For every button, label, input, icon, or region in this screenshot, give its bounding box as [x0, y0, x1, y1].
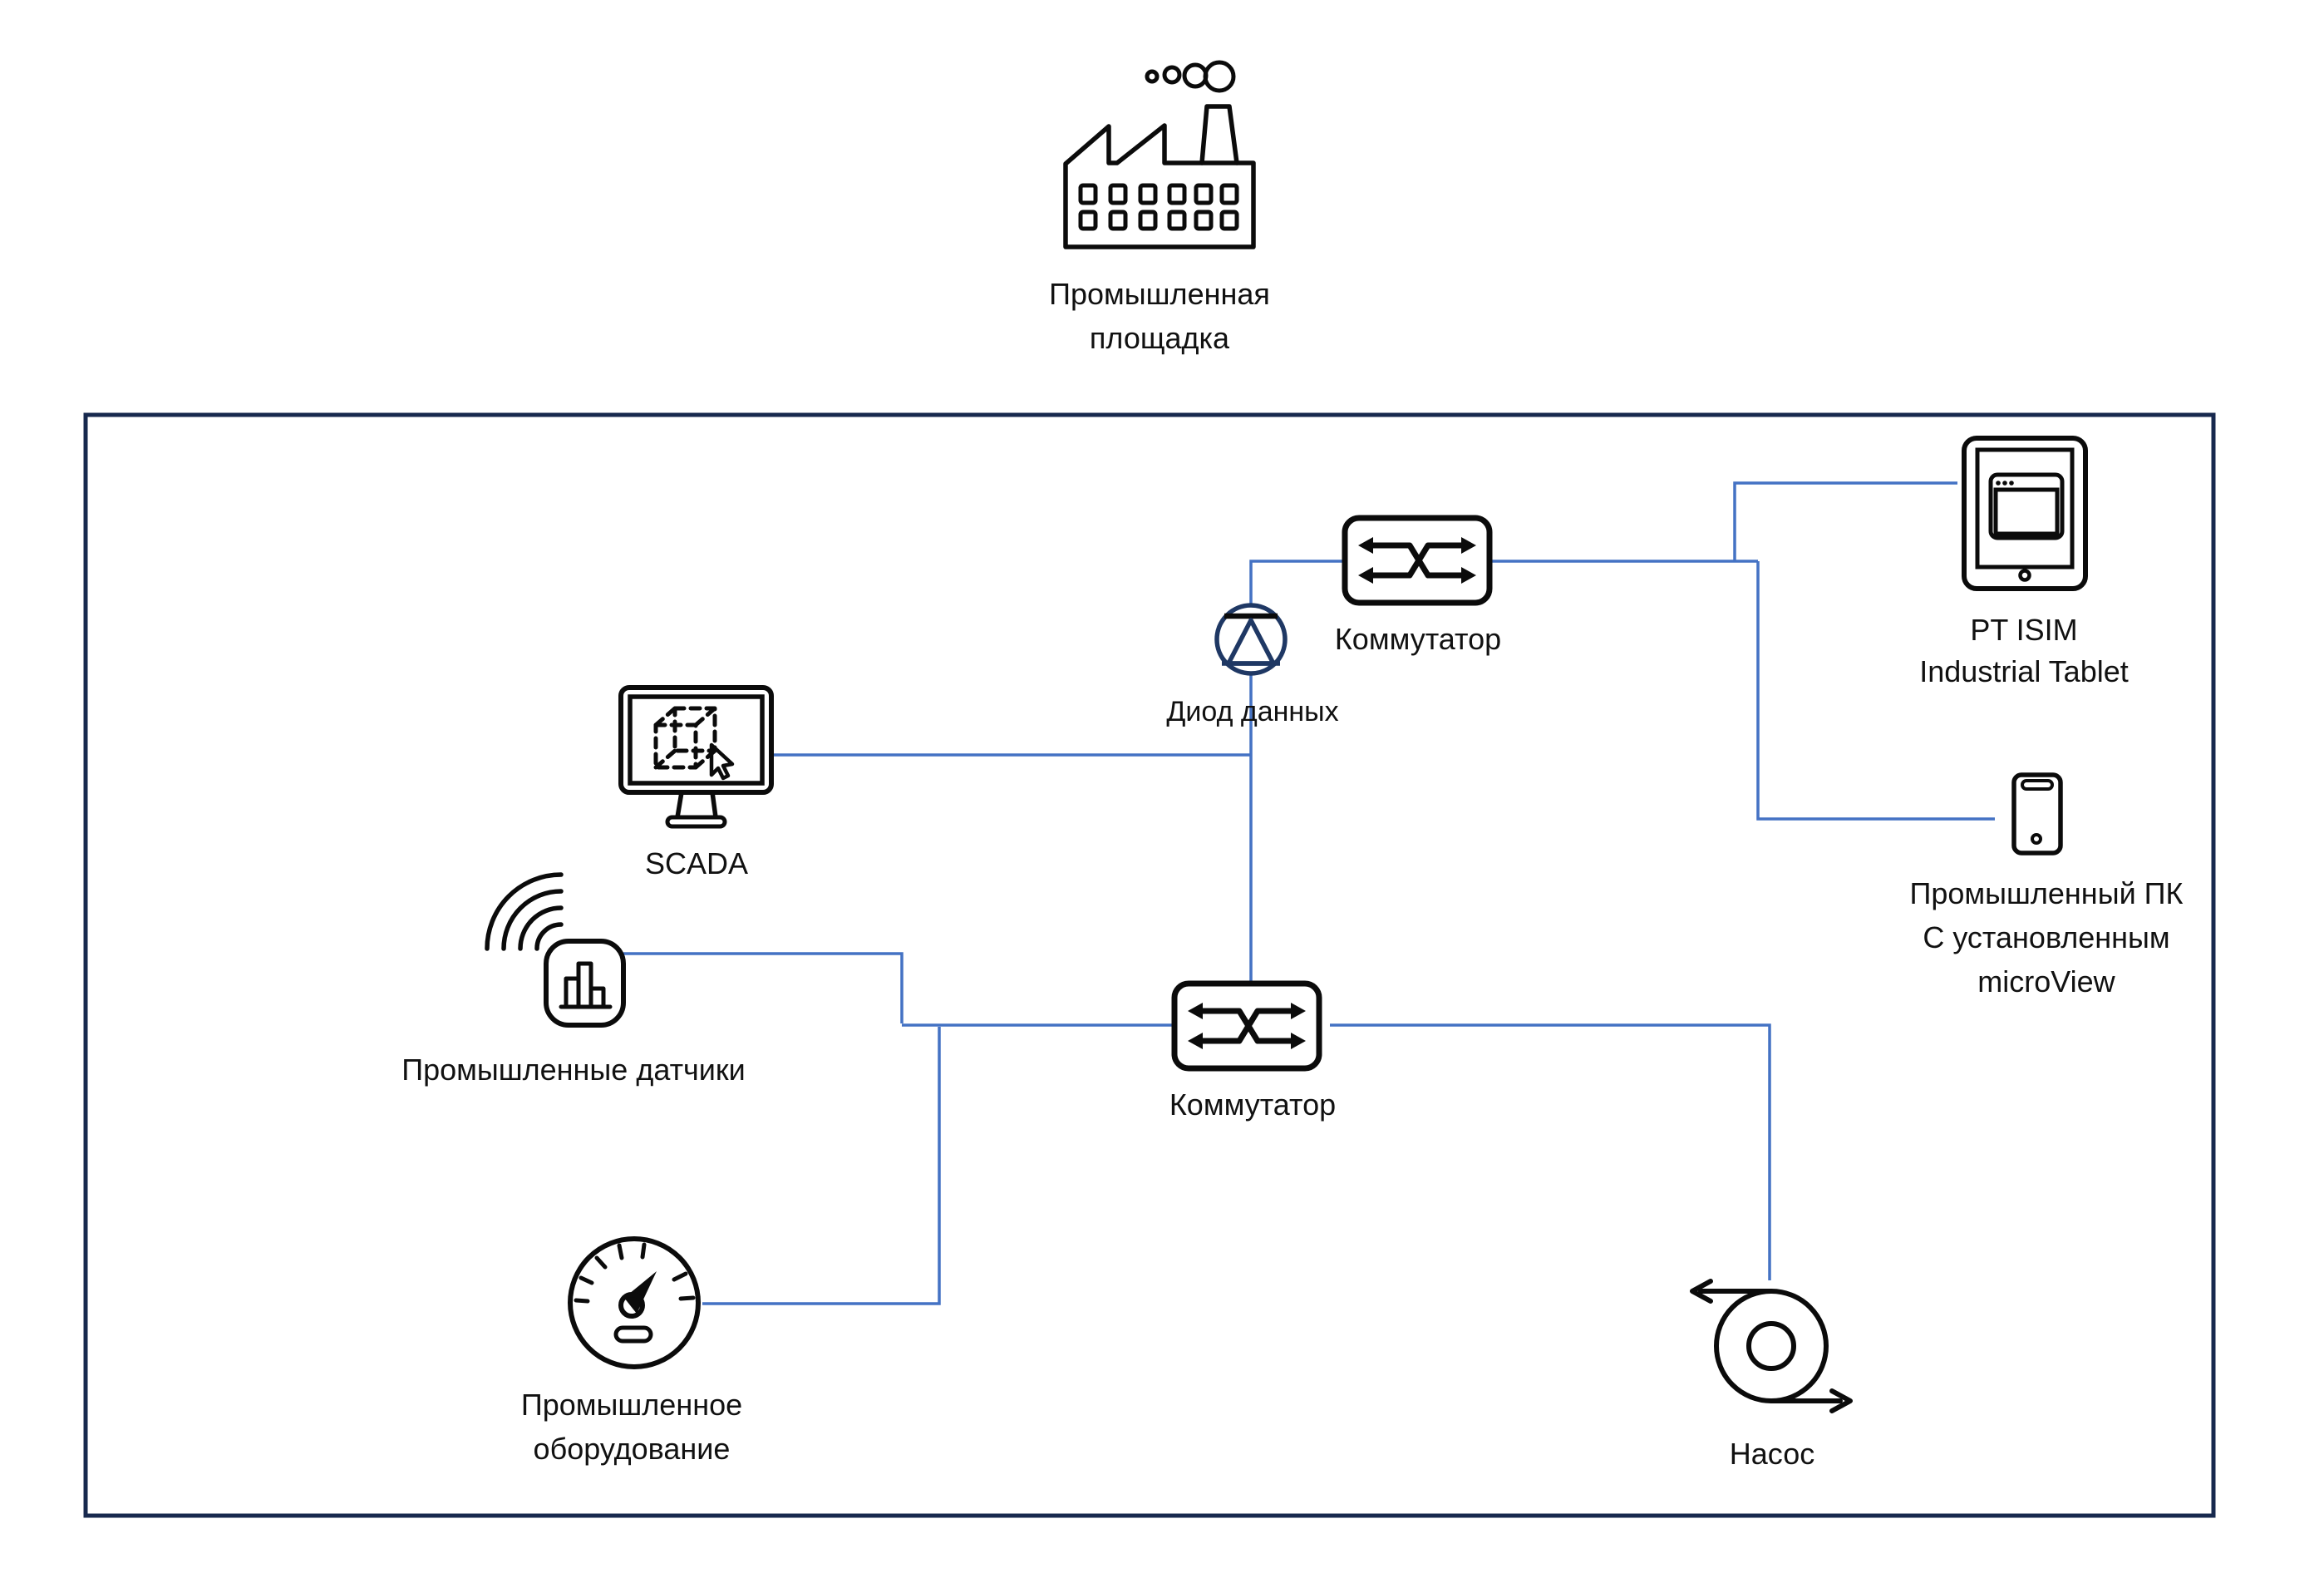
industrial-pc-label-line3: microView [1977, 964, 2115, 999]
link-main-switch-pump [1330, 1025, 1770, 1280]
data-diode-icon [1217, 605, 1285, 673]
equipment-label-line2: оборудование [533, 1432, 731, 1466]
tablet-label [1919, 609, 2129, 693]
link-sensors [623, 954, 902, 1023]
equipment-gauge-icon [570, 1239, 698, 1367]
equipment-label [521, 1383, 742, 1471]
pump-icon [1692, 1281, 1850, 1411]
industrial-pc-label-line2: С установленным [1923, 920, 2170, 954]
main-switch-icon [1174, 984, 1319, 1068]
wireless-waves-icon [487, 875, 561, 949]
industrial-pc-label-line1: Промышленный ПК [1909, 876, 2184, 910]
factory-label-line1: Промышленная [1049, 277, 1270, 311]
factory-label [1049, 272, 1270, 360]
data-diode-label: Диод данных [1166, 696, 1339, 727]
tablet-label-line2: Industrial Tablet [1919, 654, 2129, 688]
industrial-pc-label [1909, 871, 2183, 1004]
top-switch-icon [1345, 518, 1489, 603]
factory-label-line2: площадка [1089, 321, 1230, 355]
scada-label: SCADA [644, 846, 749, 880]
wireframe-cube-icon [656, 708, 715, 767]
link-to-tablet [1735, 483, 1957, 561]
pump-label: Насос [1729, 1437, 1815, 1471]
sensors-label: Промышленные датчики [401, 1053, 746, 1087]
tablet-icon [1964, 438, 2085, 589]
site-boundary-box [86, 415, 2213, 1516]
bar-chart-icon [561, 964, 610, 1007]
sensors-icon [487, 875, 623, 1025]
factory-icon [1066, 62, 1253, 247]
connector-lines [623, 483, 1995, 1304]
scada-icon [621, 688, 771, 826]
industrial-pc-icon [2014, 775, 2061, 853]
factory-windows [1081, 185, 1237, 229]
tablet-label-line1: PT ISIM [1970, 613, 2078, 647]
link-diode-top-switch [1251, 561, 1345, 606]
equipment-label-line1: Промышленное [520, 1388, 743, 1422]
main-switch-label: Коммутатор [1169, 1087, 1337, 1122]
top-switch-label: Коммутатор [1334, 622, 1502, 656]
cursor-icon [711, 745, 732, 778]
